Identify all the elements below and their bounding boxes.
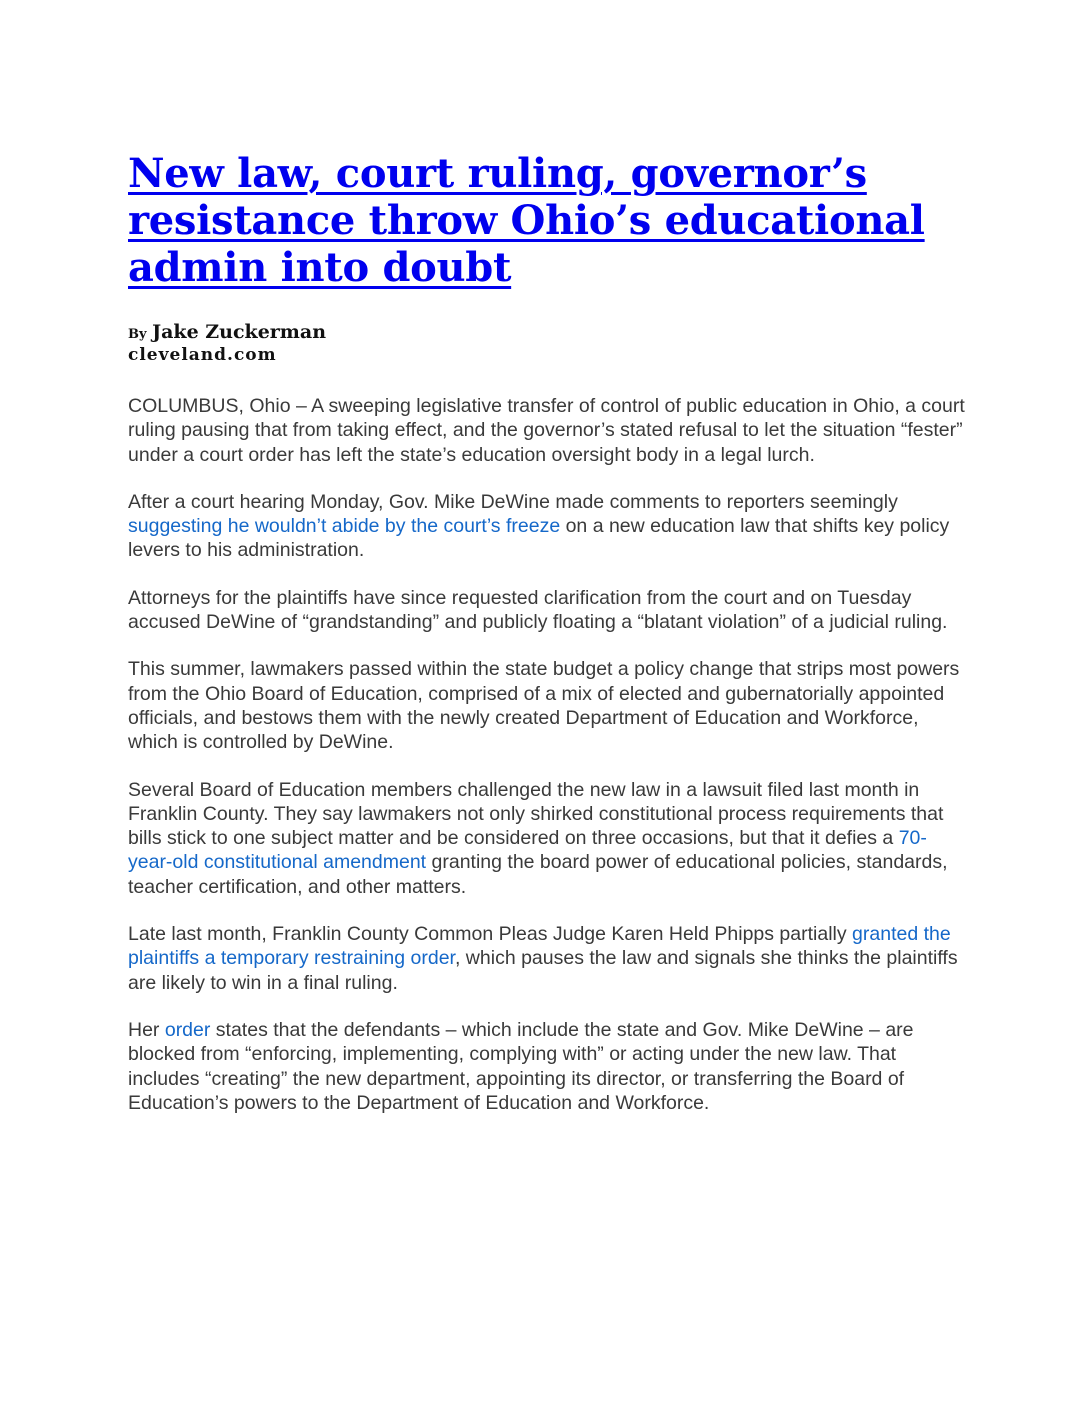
paragraph-2-text-b: on a new education law that shifts key policy levers to his administration. bbox=[128, 515, 950, 562]
paragraph-2 bbox=[128, 490, 968, 563]
paragraph-5 bbox=[128, 778, 968, 899]
paragraph-6-text-a: Late last month, Franklin County Common Pleas Judge Karen Held Phipps partially bbox=[128, 923, 853, 946]
paragraph-2-link[interactable]: suggesting he wouldn’t abide by the court’s freeze bbox=[128, 515, 561, 538]
author-name: Jake Zuckerman bbox=[152, 321, 327, 343]
paragraph-7-link[interactable]: order bbox=[164, 1018, 211, 1041]
article bbox=[128, 150, 968, 1138]
headline-link[interactable]: New law, court ruling, governor’s resistance throw Ohio’s educational admin into doubt bbox=[128, 150, 925, 291]
paragraph-6-text-b: , which pauses the law and signals she thinks the plaintiffs are likely to win in a final ruling. bbox=[128, 947, 958, 994]
article-body bbox=[128, 394, 968, 1115]
paragraph-6-link[interactable]: granted the plaintiffs a temporary restraining order bbox=[128, 923, 951, 970]
paragraph-1: COLUMBUS, Ohio – A sweeping legislative transfer of control of public education in Ohio, a court ruling pausing that from taking effect, and the governor’s stated refusal to let the situation “fester” under a court order has left the state’s education oversight body in a legal lurch. bbox=[128, 395, 965, 466]
paragraph-2-text-a: After a court hearing Monday, Gov. Mike DeWine made comments to reporters seemingly bbox=[128, 490, 898, 513]
paragraph-7-text-b: states that the defendants – which include the state and Gov. Mike DeWine – are blocked from “enforcing, implementing, complying with” or acting under the new law. That includes “creating” the new department, appointing its director, or transferring the Board of Education’s powers to the Department of Education and Workforce. bbox=[128, 1018, 914, 1114]
paragraph-4: This summer, lawmakers passed within the state budget a policy change that strips most powers from the Ohio Board of Education, comprised of a mix of elected and gubernatorially appointed officials, and bestows them with the newly created Department of Education and Workforce, which is controlled by DeWine. bbox=[128, 658, 960, 754]
paragraph-5-text-a: Several Board of Education members challenged the new law in a lawsuit filed last month in Franklin County. They say lawmakers not only shirked constitutional process requirements that bills stick to one subject matter and be considered on three occasions, but that it defies a bbox=[128, 778, 944, 850]
paragraph-3: Attorneys for the plaintiffs have since requested clarification from the court and on Tuesday accused DeWine of “grandstanding” and publicly floating a “blatant violation” of a judicial ruling. bbox=[128, 586, 948, 634]
source-name: cleveland.com bbox=[128, 345, 277, 365]
paragraph-6 bbox=[128, 922, 968, 995]
paragraph-7-text-a: Her bbox=[128, 1018, 165, 1041]
headline bbox=[128, 150, 968, 291]
by-label: By bbox=[128, 327, 147, 342]
paragraph-5-link[interactable]: 70-year-old constitutional amendment bbox=[128, 827, 927, 874]
paragraph-7 bbox=[128, 1018, 968, 1115]
paragraph-5-text-b: granting the board power of educational policies, standards, teacher certification, and other matters. bbox=[128, 851, 948, 898]
byline bbox=[128, 321, 968, 343]
